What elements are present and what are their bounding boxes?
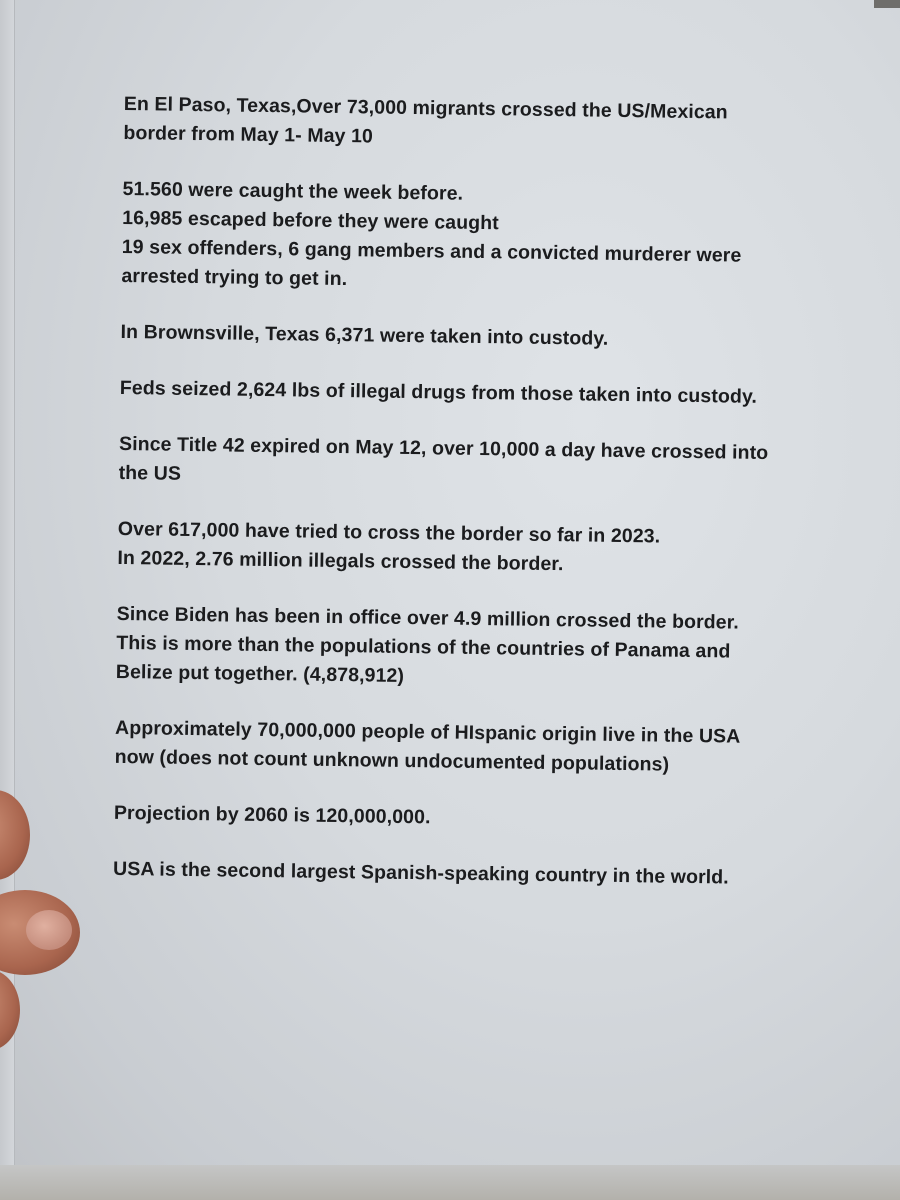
paragraph-el-paso: [123, 90, 824, 158]
page-corner-shadow: [874, 0, 900, 8]
document-text: [113, 90, 824, 921]
text-line: 51.560 were caught the week before.: [122, 177, 464, 205]
text-line: 19 sex offenders, 6 gang members and a convicted murderer were: [121, 235, 742, 267]
text-line: 16,985 escaped before they were caught: [122, 206, 499, 235]
paragraph-biden: [116, 600, 817, 697]
text-line: border from May 1- May 10: [123, 121, 374, 148]
finger-upper: [0, 790, 30, 880]
text-line: arrested trying to get in.: [121, 264, 348, 291]
text-line: Over 617,000 have tried to cross the border so far in 2023.: [117, 517, 661, 548]
thumbnail: [26, 910, 72, 950]
text-line: Feds seized 2,624 lbs of illegal drugs from those taken into custody.: [119, 376, 758, 408]
paragraph-projection: [114, 799, 814, 838]
text-line: now (does not count unknown undocumented populations): [114, 745, 670, 776]
paragraph-yearly-totals: [117, 515, 818, 583]
paragraph-caught-escaped: [121, 175, 823, 301]
holding-hand: [0, 790, 80, 1050]
text-line: Belize put together. (4,878,912): [115, 660, 405, 687]
finger-lower: [0, 970, 20, 1050]
text-line: Approximately 70,000,000 people of HIspanic origin live in the USA: [114, 716, 741, 748]
page-bottom-edge: [0, 1165, 900, 1200]
paragraph-spanish-speaking: [113, 855, 813, 894]
text-line: In Brownsville, Texas 6,371 were taken into custody.: [120, 320, 609, 350]
text-line: Projection by 2060 is 120,000,000.: [113, 801, 431, 829]
text-line: USA is the second largest Spanish-speaking country in the world.: [112, 857, 729, 889]
text-line: Since Title 42 expired on May 12, over 10,000 a day have crossed into: [118, 432, 769, 465]
text-line: Since Biden has been in office over 4.9 million crossed the border.: [116, 602, 739, 634]
text-line: In 2022, 2.76 million illegals crossed the border.: [117, 546, 564, 576]
text-line: the US: [118, 461, 182, 485]
text-line: This is more than the populations of the countries of Panama and: [116, 631, 731, 663]
paragraph-hispanic-population: [114, 714, 815, 782]
paragraph-title-42: [118, 430, 819, 498]
paragraph-drugs: [120, 374, 820, 413]
text-line: En El Paso, Texas,Over 73,000 migrants crossed the US/Mexican: [123, 92, 728, 124]
paragraph-brownsville: [120, 318, 820, 357]
